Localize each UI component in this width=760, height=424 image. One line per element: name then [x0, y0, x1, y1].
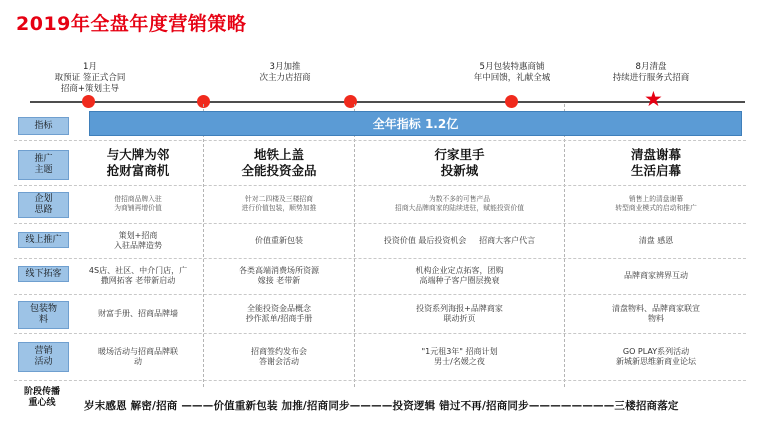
row-label-online: 线上推广	[18, 232, 69, 248]
theme-cell	[74, 143, 202, 183]
timeline-axis	[30, 101, 745, 103]
planning-cell	[566, 187, 746, 221]
stage-label-text: 阶段传播	[23, 387, 60, 397]
timeline-label-line: 3月加推	[269, 62, 301, 72]
theme-cell	[356, 143, 563, 183]
timeline-milestone-dot	[82, 95, 95, 108]
planning-text: 针对二四楼及三楼招商	[245, 195, 313, 203]
row-label-text: 思路	[34, 205, 53, 215]
theme-text: 抢财富商机	[106, 163, 170, 178]
materials-text: 物料	[648, 313, 664, 323]
events-text: GO PLAY系列活动	[622, 346, 690, 356]
online-cell	[74, 225, 202, 256]
row-divider	[14, 380, 746, 381]
page-title: 2019年全盘年度营销策略	[16, 13, 247, 35]
timeline-milestone-dot	[344, 95, 357, 108]
row-divider	[14, 333, 746, 334]
row-divider	[14, 223, 746, 224]
materials-cell	[566, 296, 746, 331]
events-text: 暖场活动与招商品牌联	[98, 346, 178, 356]
theme-text: 地铁上盖	[253, 147, 304, 162]
annual-target-bar: 全年指标 1.2亿	[89, 111, 742, 136]
timeline-label-line: 持续进行服务式招商	[612, 73, 690, 83]
online-cell	[566, 225, 746, 256]
row-divider	[14, 185, 746, 186]
materials-cell	[74, 296, 202, 331]
planning-text: 借招商品牌入驻	[114, 195, 162, 203]
offline-text: 撒网拓客 老带新启动	[100, 276, 176, 285]
row-label-theme	[18, 150, 69, 180]
column-divider	[203, 104, 204, 387]
row-label-text: 包装物	[29, 304, 57, 314]
planning-text: 销售上的清盘谢幕	[628, 195, 684, 203]
offline-cell	[74, 260, 202, 292]
online-text: 价值重新包装	[255, 235, 303, 245]
offline-cell	[205, 260, 353, 292]
materials-text: 联动折页	[443, 313, 476, 323]
materials-text: 抄作派单/招商手册	[245, 313, 313, 323]
timeline-label-mar	[259, 62, 310, 84]
events-cell	[566, 335, 746, 378]
offline-text: 各类高端消费场所资源	[239, 266, 319, 275]
stage-communication-line: 岁末感恩 解密/招商 ———价值重新包装 加推/招商同步————投资逻辑 错过不再/招商同步————————三楼招商落定	[84, 400, 679, 412]
offline-text: 机构企业定点拓客，团购	[415, 266, 504, 275]
planning-text: 为数不多的可售产品	[428, 195, 491, 203]
events-text: "1元租3年" 招商计划	[421, 346, 498, 356]
offline-text: 4S店、社区、中介门店，广	[88, 266, 188, 275]
timeline-label-line: 次主力店招商	[259, 73, 311, 83]
row-label-offline: 线下拓客	[18, 266, 69, 282]
offline-text: 高端种子客户圈层挽衰	[419, 276, 500, 285]
online-cell	[356, 225, 563, 256]
online-text: 清盘 感恩	[638, 235, 674, 245]
theme-text: 与大牌为邻	[106, 147, 170, 162]
stage-label-text: 重心线	[28, 398, 56, 408]
events-text: 新城新思维新商业论坛	[616, 356, 696, 366]
planning-cell	[74, 187, 202, 221]
column-divider	[564, 104, 565, 387]
row-label-kpi: 指标	[18, 117, 69, 135]
timeline-milestone-dot	[505, 95, 518, 108]
stage-communication-label	[20, 387, 64, 409]
star-icon: ★	[644, 87, 663, 111]
row-label-text: 料	[38, 315, 48, 325]
materials-cell	[205, 296, 353, 331]
timeline-label-line: 1月	[83, 62, 97, 72]
planning-text: 进行价值包装，顺势加推	[241, 204, 317, 212]
timeline-label-jan	[55, 62, 126, 95]
online-text: 投资价值 最后投资机会 招商大客户代言	[383, 235, 536, 245]
offline-cell	[356, 260, 563, 292]
planning-text: 转型商业模式的启动和推广	[615, 204, 697, 212]
materials-cell	[356, 296, 563, 331]
planning-cell	[205, 187, 353, 221]
timeline-label-line: 年中回馈，礼献全城	[473, 73, 551, 83]
timeline-label-may	[474, 62, 551, 84]
materials-text: 财富手册、招商品牌墙	[98, 308, 178, 318]
row-label-text: 企划	[34, 194, 53, 204]
timeline-label-line: 8月清盘	[635, 62, 667, 72]
materials-text: 清盘物料、品牌商家联宣	[612, 303, 700, 313]
theme-text: 清盘谢幕	[630, 147, 681, 162]
events-text: 动	[134, 356, 142, 366]
events-text: 男士/名媛之夜	[434, 356, 485, 366]
online-text: 入驻品牌造势	[114, 240, 162, 250]
row-divider	[14, 258, 746, 259]
offline-text: 嫁接 老带新	[257, 276, 301, 285]
online-cell	[205, 225, 353, 256]
timeline-label-aug	[613, 62, 690, 84]
row-label-text: 推广	[34, 154, 53, 164]
row-label-text: 活动	[34, 357, 53, 367]
online-text: 策划+招商	[118, 230, 158, 240]
events-cell	[74, 335, 202, 378]
timeline-label-line: 招商+策划主导	[60, 84, 120, 94]
row-label-materials	[18, 301, 69, 329]
events-text: 答谢会活动	[259, 356, 299, 366]
theme-text: 生活启幕	[630, 163, 681, 178]
column-divider	[354, 104, 355, 387]
materials-text: 投资系列海报+品牌商家	[416, 303, 503, 313]
theme-cell	[566, 143, 746, 183]
planning-cell	[356, 187, 563, 221]
events-cell	[205, 335, 353, 378]
row-label-planning	[18, 192, 69, 218]
row-label-events	[18, 342, 69, 372]
row-label-text: 营销	[34, 346, 53, 356]
events-cell	[356, 335, 563, 378]
offline-cell	[566, 260, 746, 292]
row-divider	[14, 140, 746, 141]
theme-text: 行家里手	[434, 147, 485, 162]
materials-text: 全能投资金品概念	[247, 303, 311, 313]
theme-cell	[205, 143, 353, 183]
theme-text: 投新城	[440, 163, 479, 178]
timeline-label-line: 取预证 签正式合同	[54, 73, 126, 83]
planning-text: 为商铺再增价值	[114, 204, 162, 212]
events-text: 招商签约发布会	[251, 346, 307, 356]
row-label-text: 主题	[34, 165, 53, 175]
theme-text: 全能投资金品	[241, 163, 317, 178]
planning-text: 招商大品牌商家的陆续进驻，赋能投资价值	[394, 204, 525, 212]
timeline-label-line: 5月包装特惠商铺	[479, 62, 545, 72]
row-divider	[14, 294, 746, 295]
offline-text: 品牌商家辨界互动	[624, 271, 688, 280]
